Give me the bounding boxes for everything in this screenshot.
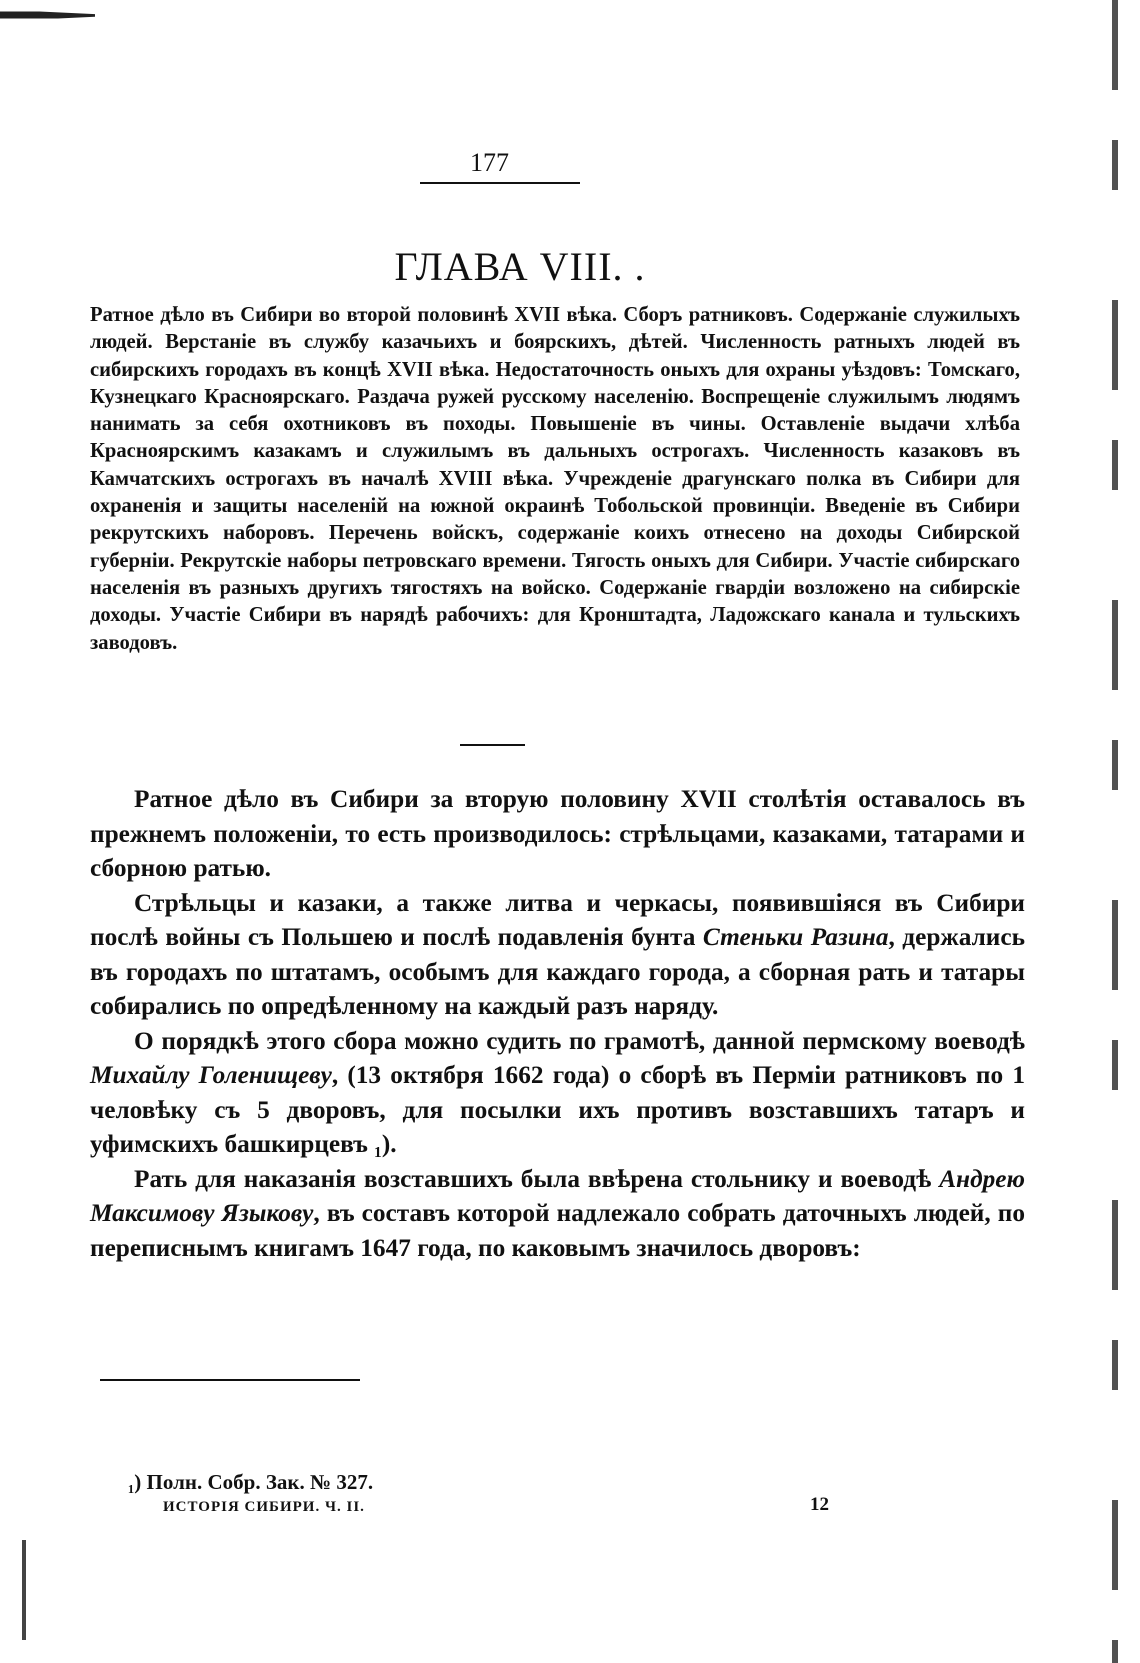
header-rule bbox=[420, 182, 580, 184]
paragraph-3-text-a: О порядкѣ этого сбора можно судить по грамотѣ, данной пермскому воеводѣ bbox=[134, 1026, 1025, 1055]
paragraph-3-text-b: , (13 октября 1662 года) о сборѣ въ Перміи ратниковъ по 1 человѣку съ 5 дворовъ, для посылки ихъ противъ возставшихъ татаръ и уфимскихъ башкирцевъ ₁). bbox=[90, 1061, 1025, 1158]
paragraph-4-text-b: , въ составъ которой надлежало собрать даточныхъ людей, по переписнымъ книгамъ 1647 года, по каковымъ значилось дворовъ: bbox=[90, 1199, 1025, 1262]
page-number: 177 bbox=[470, 148, 509, 177]
scan-edge-left bbox=[22, 1540, 26, 1640]
footnote: ₁) Полн. Собр. Зак. № 327. bbox=[128, 1470, 374, 1494]
paragraph-4 bbox=[90, 1162, 1025, 1266]
scan-edge-right bbox=[1112, 0, 1118, 1663]
paragraph-1: Ратное дѣло въ Сибири за вторую половину XVII столѣтія оставалось въ прежнемъ положеніи, то есть производилось: стрѣльцами, казаками, татарами и сборною ратью. bbox=[90, 785, 1025, 882]
chapter-summary-text: Ратное дѣло въ Сибири во второй половинѣ XVII вѣка. Сборъ ратниковъ. Содержаніе служилыхъ людей. Верстаніе въ службу казачьихъ и боярскихъ, дѣтей. Численность ратныхъ людей въ сибирскихъ городахъ въ концѣ XVII вѣка. Недостаточность оныхъ для охраны уѣздовъ: Томскаго, Кузнецкаго Красноярскаго. Раздача ружей русскому населенію. Воспрещеніе служилымъ людямъ нанимать за себя охотниковъ въ походы. Повышеніе въ чины. Оставленіе выдачи хлѣба Красноярскимъ казакамъ и служилымъ въ дальныхъ острогахъ. Численность казаковъ въ Камчатскихъ острогахъ въ началѣ XVIII вѣка. Учрежденіе драгунскаго полка въ Сибири для охраненія и защиты населеній на южной окраинѣ Тобольской провинціи. Введеніе въ Сибири рекрутскихъ наборовъ. Перечень войскъ, содержаніе коихъ отнесено на доходы Сибирской губерніи. Рекрутскіе наборы петровскаго времени. Тягость оныхъ для Сибири. Участіе сибирскаго населенія въ разныхъ другихъ тягостяхъ на войско. Содержаніе гвардіи возложено на сибирскіе доходы. Участіе Сибири въ нарядѣ рабочихъ: для Кронштадта, Ладожскаго канала и тульскихъ заводовъ. bbox=[90, 304, 1020, 654]
section-divider bbox=[460, 744, 525, 746]
signature-mark: 12 bbox=[810, 1494, 829, 1515]
paragraph-3 bbox=[90, 1024, 1025, 1162]
paragraph-3-name: Михайлу Голенищеву bbox=[90, 1061, 332, 1089]
chapter-title: ГЛАВА VIII. . bbox=[394, 244, 646, 289]
chapter-summary bbox=[90, 302, 1020, 657]
paragraph-4-text-a: Рать для наказанія возставшихъ была ввѣрена стольнику и воеводѣ bbox=[134, 1164, 940, 1193]
scan-artifact-top-left bbox=[0, 6, 95, 24]
paragraph-2-text-a: Стрѣльцы и казаки, а также литва и черкасы, появившіяся въ Сибири послѣ войны съ Польшею и послѣ подавленія бунта bbox=[90, 888, 1025, 951]
paragraph-2-text-b: , держались въ городахъ по штатамъ, особымъ для каждаго города, а сборная рать и татары собирались по опредѣленному на каждый разъ наряду. bbox=[90, 923, 1025, 1020]
body-text bbox=[90, 782, 1025, 1265]
running-footer-title: ИСТОРІЯ СИБИРИ. Ч. II. bbox=[163, 1499, 365, 1515]
paragraph-2 bbox=[90, 886, 1025, 1024]
paragraph-4-name: Андрею Максимову Языкову bbox=[90, 1164, 1025, 1227]
footnote-rule bbox=[100, 1379, 360, 1381]
paragraph-2-name: Стеньки Разина bbox=[702, 923, 889, 951]
